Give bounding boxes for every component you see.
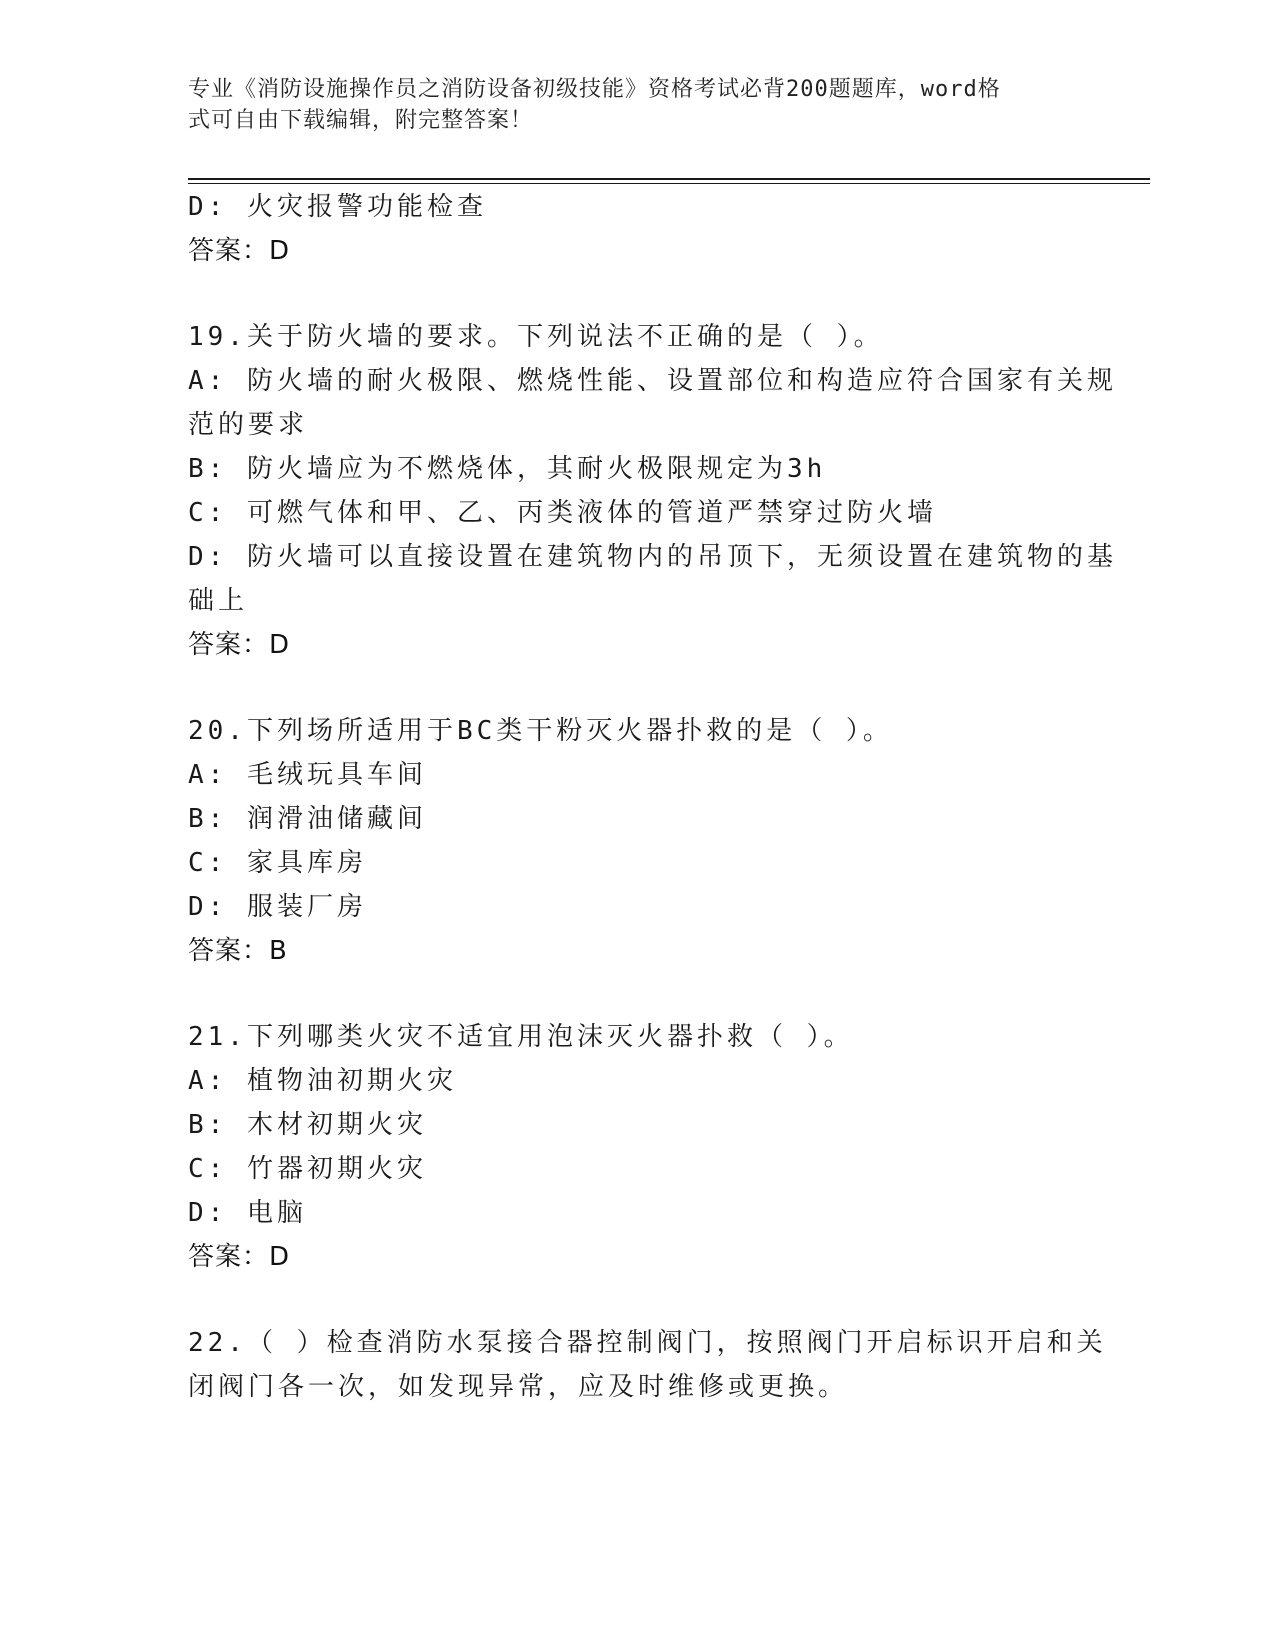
q19-option-d-cont: 础上 [188, 586, 249, 616]
q19-question: 19.关于防火墙的要求。下列说法不正确的是（ ）。 [188, 322, 884, 352]
q20-answer: 答案：B [188, 936, 288, 966]
q19-answer: 答案：D [188, 630, 291, 660]
q19-option-b: B: 防火墙应为不燃烧体，其耐火极限规定为3h [188, 454, 827, 484]
q19-option-c: C: 可燃气体和甲、乙、丙类液体的管道严禁穿过防火墙 [188, 498, 937, 528]
q21-answer: 答案：D [188, 1242, 291, 1272]
q20-question: 20.下列场所适用于BC类干粉灭火器扑救的是（ ）。 [188, 716, 893, 746]
q19-option-a-cont: 范的要求 [188, 410, 309, 440]
q20-option-c: C: 家具库房 [188, 848, 367, 878]
header-line-1: 专业《消防设施操作员之消防设备初级技能》资格考试必背200题题库，word格 [188, 77, 1001, 102]
q21-option-b: B: 木材初期火灾 [188, 1110, 427, 1140]
header-rule-thick [188, 178, 1150, 180]
q21-option-a: A: 植物油初期火灾 [188, 1066, 457, 1096]
q22-question: 22.（ ）检查消防水泵接合器控制阀门，按照阀门开启标识开启和关 [188, 1328, 1107, 1358]
q20-option-a: A: 毛绒玩具车间 [188, 760, 427, 790]
header-rule-thin [188, 183, 1150, 184]
header-line-2: 式可自由下载编辑，附完整答案！ [188, 108, 534, 133]
prev-option-d: D: 火灾报警功能检查 [188, 192, 487, 222]
q20-option-d: D: 服装厂房 [188, 892, 367, 922]
q21-option-d: D: 电脑 [188, 1198, 307, 1228]
q19-option-d: D: 防火墙可以直接设置在建筑物内的吊顶下，无须设置在建筑物的基 [188, 542, 1117, 572]
prev-answer: 答案：D [188, 236, 291, 266]
q21-question: 21.下列哪类火灾不适宜用泡沫灭火器扑救（ ）。 [188, 1022, 854, 1052]
q22-question-cont: 闭阀门各一次，如发现异常，应及时维修或更换。 [188, 1372, 849, 1402]
page-header [188, 74, 1088, 136]
q19-option-a: A: 防火墙的耐火极限、燃烧性能、设置部位和构造应符合国家有关规 [188, 366, 1117, 396]
q21-option-c: C: 竹器初期火灾 [188, 1154, 427, 1184]
q20-option-b: B: 润滑油储藏间 [188, 804, 427, 834]
